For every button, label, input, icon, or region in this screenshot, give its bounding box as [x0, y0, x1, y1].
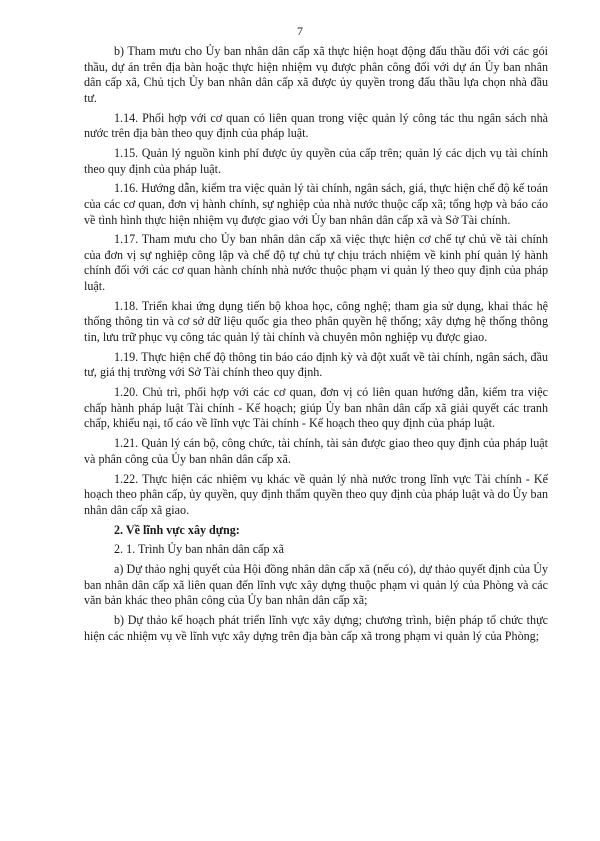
- paragraph-1-19: 1.19. Thực hiện chế độ thông tin báo cáo định kỳ và đột xuất về tài chính, ngân sách, đầu tư, giá thị trường với Sở Tài chính theo quy định.: [84, 349, 548, 380]
- section-heading-construction: 2. Về lĩnh vực xây dựng:: [114, 522, 240, 537]
- paragraph-1-20: 1.20. Chủ trì, phối hợp với các cơ quan, đơn vị có liên quan hướng dẫn, kiểm tra việc chấp hành pháp luật Tài chính - Kế hoạch; giúp Ủy ban nhân dân cấp xã giải quyết các tranh chấp, khiếu nại, tố cáo về lĩnh vực Tài chính - Kế hoạch theo quy định của pháp luật.: [84, 385, 548, 431]
- paragraph-2-1-b: b) Dự thảo kế hoạch phát triển lĩnh vực xây dựng; chương trình, biện pháp tổ chức thực hiện các nhiệm vụ về lĩnh vực xây dựng trên địa bàn cấp xã trong phạm vi quản lý của Phòng;: [84, 613, 548, 643]
- document-body: [84, 44, 548, 648]
- paragraph-1-22: 1.22. Thực hiện các nhiệm vụ khác về quản lý nhà nước trong lĩnh vực Tài chính - Kế hoạch theo phân cấp, ủy quyền, quy định thẩm quyền theo quy định của pháp luật và do Ủy ban nhân dân cấp xã giao.: [84, 471, 548, 517]
- paragraph-1-17: 1.17. Tham mưu cho Ủy ban nhân dân cấp xã việc thực hiện cơ chế tự chủ về tài chính của đơn vị sự nghiệp công lập và chế độ tự chủ tự chịu trách nhiệm về kinh phí quản lý hành chính đối với các cơ quan hành chính nhà nước thuộc phạm vi quản lý theo quy định của pháp luật.: [84, 232, 548, 294]
- paragraph-2-1-a: a) Dự thảo nghị quyết của Hội đồng nhân dân cấp xã (nếu có), dự thảo quyết định của Ủy ban nhân dân cấp xã liên quan đến lĩnh vực xây dựng thuộc phạm vi quản lý của Phòng và các văn bản khác theo phân công của Ủy ban nhân dân cấp xã;: [84, 562, 548, 608]
- paragraph-1-13-b: b) Tham mưu cho Ủy ban nhân dân cấp xã thực hiện hoạt động đấu thầu đối với các gói thầu, dự án trên địa bàn hoặc thực hiện nhiệm vụ được phân công đối với dự án Ủy ban nhân dân cấp xã, Chủ tịch Ủy ban nhân dân cấp xã được ủy quyền trong đấu thầu lựa chọn nhà đầu tư.: [84, 44, 548, 105]
- paragraph-1-21: 1.21. Quản lý cán bộ, công chức, tài chính, tài sản được giao theo quy định của pháp luật và phân công của Ủy ban nhân dân cấp xã.: [84, 436, 548, 466]
- paragraph-1-18: 1.18. Triển khai ứng dụng tiến bộ khoa học, công nghệ; tham gia sử dụng, khai thác hệ thống thông tin và cơ sở dữ liệu quốc gia theo phân quyền hệ thống; xây dựng hệ thống thông tin, lưu trữ phục vụ công tác quản lý tài chính và chuyên môn nghiệp vụ được giao.: [84, 298, 548, 345]
- paragraph-1-14: 1.14. Phối hợp với cơ quan có liên quan trong việc quản lý công tác thu ngân sách nhà nước trên địa bàn theo quy định của pháp luật.: [84, 110, 548, 141]
- paragraph-2-1: 2. 1. Trình Ủy ban nhân dân cấp xã: [114, 542, 284, 557]
- paragraph-1-16: 1.16. Hướng dẫn, kiểm tra việc quản lý tài chính, ngân sách, giá, thực hiện chế độ kế toán của các cơ quan, đơn vị hành chính, sự nghiệp của nhà nước thuộc cấp xã; tổng hợp và báo cáo về tình hình thực hiện nhiệm vụ được giao với Ủy ban nhân dân cấp xã và Sở Tài chính.: [84, 181, 548, 227]
- paragraph-1-15: 1.15. Quản lý nguồn kinh phí được ủy quyền của cấp trên; quản lý các dịch vụ tài chính theo quy định của pháp luật.: [84, 145, 548, 176]
- page-number: 7: [297, 24, 303, 38]
